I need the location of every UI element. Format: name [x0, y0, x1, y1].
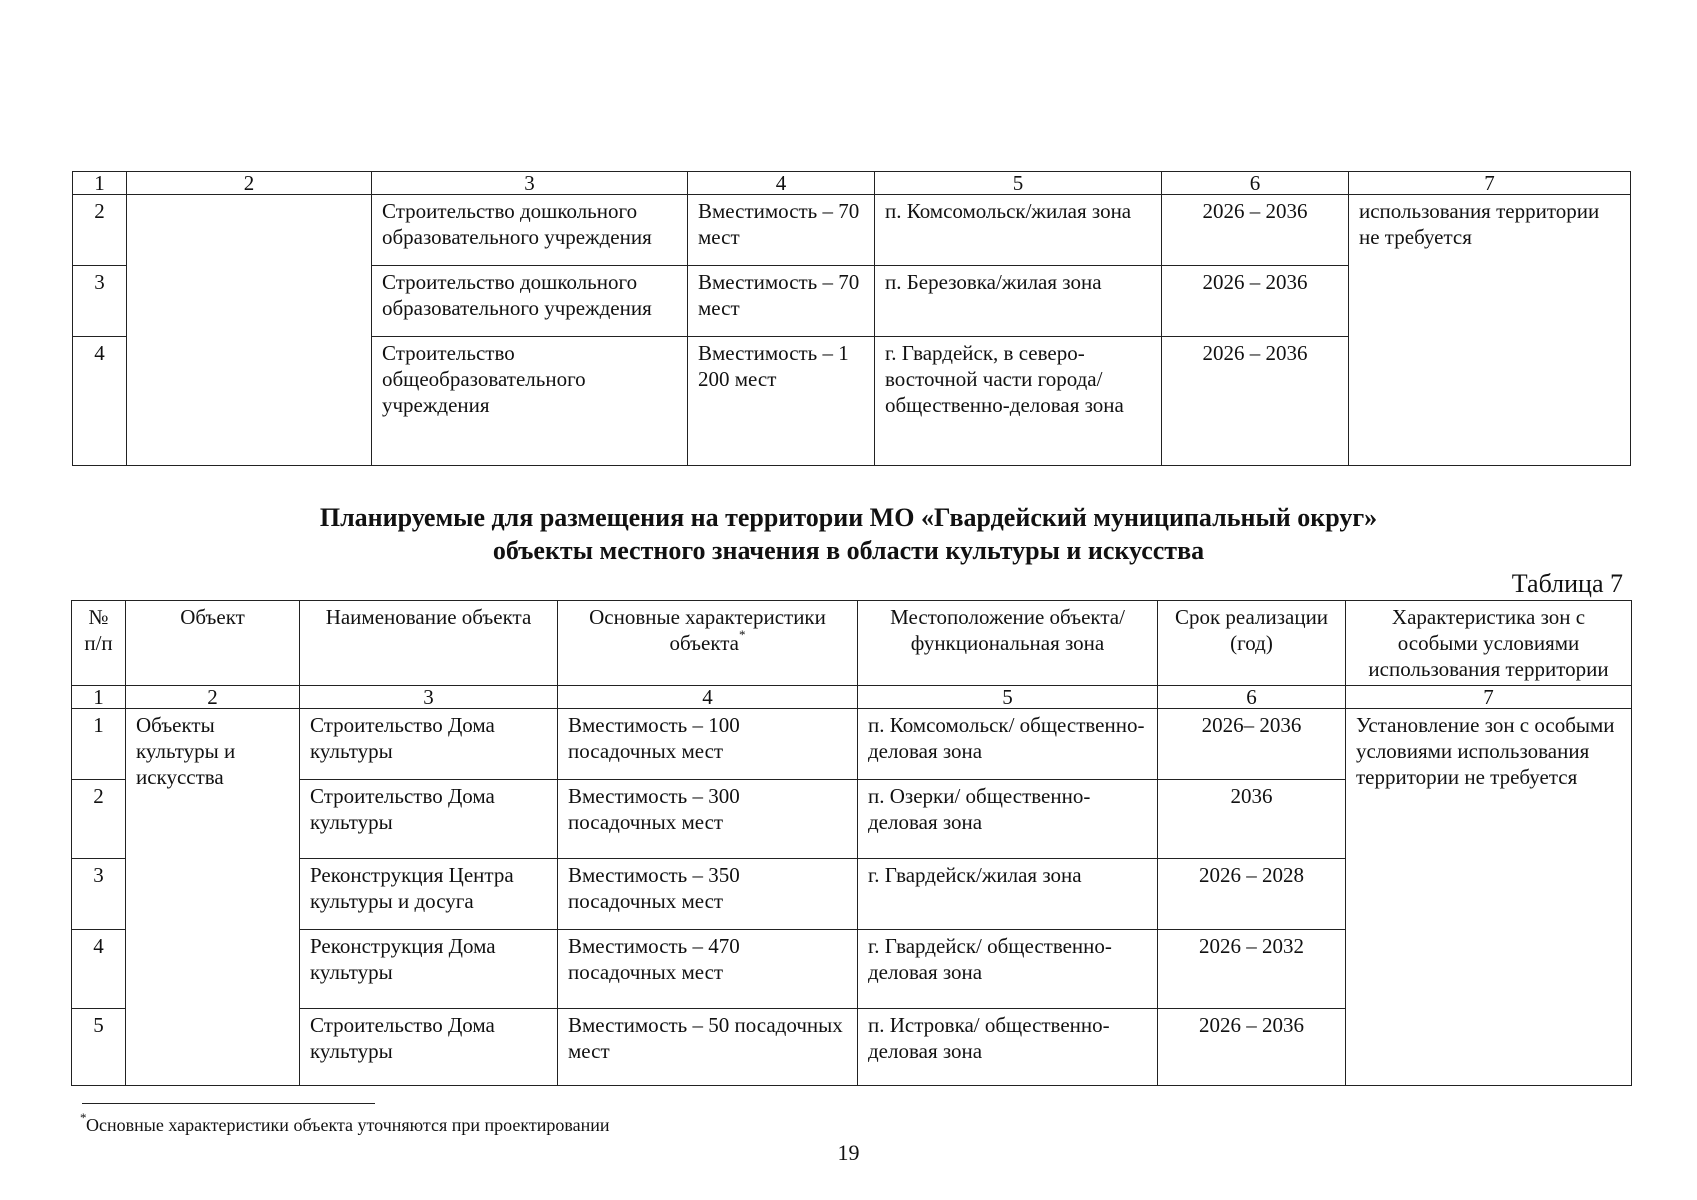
object-term: 2026– 2036	[1158, 709, 1346, 780]
header-number: № п/п	[72, 601, 126, 686]
zones-cell: Установление зон с особыми условиями использования территории не требуется	[1346, 709, 1632, 1086]
col-number: 1	[72, 686, 126, 709]
object-term: 2026 – 2036	[1162, 195, 1349, 266]
col-number: 5	[858, 686, 1158, 709]
col-number: 4	[688, 172, 875, 195]
header-characteristics-text: Основные характеристики объекта	[589, 605, 826, 655]
object-location: п. Комсомольск/ общественно-деловая зона	[858, 709, 1158, 780]
object-capacity: Вместимость – 300 посадочных мест	[558, 780, 858, 859]
object-name: Строительство дошкольного образовательного учреждения	[372, 195, 688, 266]
zones-cell: использования территории не требуется	[1349, 195, 1631, 466]
object-name: Строительство дошкольного образовательного учреждения	[372, 266, 688, 337]
object-term: 2026 – 2036	[1162, 337, 1349, 466]
object-category: Объекты культуры и искусства	[126, 709, 300, 1086]
culture-objects-table	[71, 600, 1632, 1086]
object-name: Строительство Дома культуры	[300, 709, 558, 780]
header-term: Срок реализации (год)	[1158, 601, 1346, 686]
table-row	[73, 195, 1631, 266]
object-location: г. Гвардейск, в северо-восточной части города/ общественно-деловая зона	[875, 337, 1162, 466]
col-number: 1	[73, 172, 127, 195]
col-number: 7	[1346, 686, 1632, 709]
header-object: Объект	[126, 601, 300, 686]
object-name: Реконструкция Дома культуры	[300, 930, 558, 1009]
object-capacity: Вместимость – 50 посадочных мест	[558, 1009, 858, 1086]
col-number: 5	[875, 172, 1162, 195]
footnote-marker: *	[80, 1110, 87, 1125]
header-name: Наименование объекта	[300, 601, 558, 686]
object-capacity: Вместимость – 70 мест	[688, 266, 875, 337]
column-number-row	[72, 686, 1632, 709]
object-location: п. Комсомольск/жилая зона	[875, 195, 1162, 266]
object-capacity: Вместимость – 350 посадочных мест	[558, 859, 858, 930]
object-term: 2026 – 2036	[1162, 266, 1349, 337]
object-name: Строительство Дома культуры	[300, 780, 558, 859]
footnote-text: Основные характеристики объекта уточняются при проектировании	[86, 1115, 610, 1135]
object-capacity: Вместимость – 1 200 мест	[688, 337, 875, 466]
object-capacity: Вместимость – 470 посадочных мест	[558, 930, 858, 1009]
header-characteristics	[558, 601, 858, 686]
table-row	[72, 709, 1632, 780]
object-capacity: Вместимость – 100 посадочных мест	[558, 709, 858, 780]
col-number: 7	[1349, 172, 1631, 195]
col-number: 6	[1158, 686, 1346, 709]
column-number-row	[73, 172, 1631, 195]
footnote-divider	[82, 1103, 375, 1104]
page-number: 19	[837, 1140, 860, 1165]
object-term: 2026 – 2036	[1158, 1009, 1346, 1086]
object-term: 2026 – 2028	[1158, 859, 1346, 930]
object-capacity: Вместимость – 70 мест	[688, 195, 875, 266]
col-number: 6	[1162, 172, 1349, 195]
object-location: п. Истровка/ общественно-деловая зона	[858, 1009, 1158, 1086]
row-number: 4	[73, 337, 127, 466]
row-number: 4	[72, 930, 126, 1009]
header-location: Местоположение объекта/ функциональная зона	[858, 601, 1158, 686]
object-location: г. Гвардейск/жилая зона	[858, 859, 1158, 930]
object-term: 2036	[1158, 780, 1346, 859]
object-term: 2026 – 2032	[1158, 930, 1346, 1009]
row-number: 5	[72, 1009, 126, 1086]
object-location: п. Озерки/ общественно-деловая зона	[858, 780, 1158, 859]
object-location: г. Гвардейск/ общественно-деловая зона	[858, 930, 1158, 1009]
section-title-line1: Планируемые для размещения на территории МО «Гвардейский муниципальный округ»	[319, 503, 1378, 532]
col-number: 3	[300, 686, 558, 709]
header-zones: Характеристика зон с особыми условиями использования территории	[1346, 601, 1632, 686]
section-title-line2: объекты местного значения в области культуры и искусства	[492, 536, 1205, 565]
continuation-table	[72, 171, 1631, 466]
footnote-marker: *	[739, 627, 746, 642]
table-label: Таблица 7	[1511, 569, 1623, 598]
object-cell	[127, 195, 372, 466]
row-number: 3	[72, 859, 126, 930]
row-number: 1	[72, 709, 126, 780]
object-name: Строительство Дома культуры	[300, 1009, 558, 1086]
col-number: 4	[558, 686, 858, 709]
row-number: 2	[73, 195, 127, 266]
row-number: 3	[73, 266, 127, 337]
header-row	[72, 601, 1632, 686]
col-number: 2	[127, 172, 372, 195]
object-name: Строительство общеобразовательного учреждения	[372, 337, 688, 466]
col-number: 2	[126, 686, 300, 709]
col-number: 3	[372, 172, 688, 195]
object-name: Реконструкция Центра культуры и досуга	[300, 859, 558, 930]
object-location: п. Березовка/жилая зона	[875, 266, 1162, 337]
row-number: 2	[72, 780, 126, 859]
